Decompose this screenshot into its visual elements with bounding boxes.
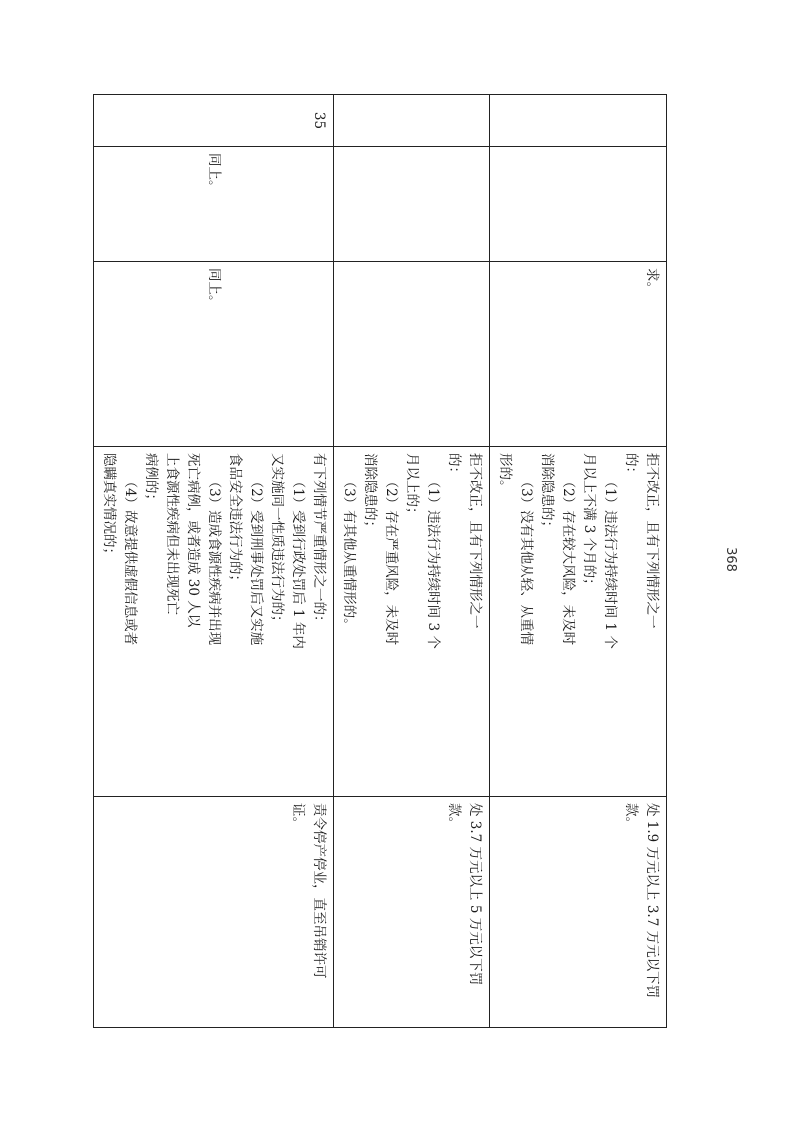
circumstance-line: 又实施同一性质违法行为的；	[269, 453, 285, 629]
penalty-line: 证。	[290, 803, 306, 830]
penalty-line: 款。	[446, 803, 462, 830]
circumstance-line: （2）受到刑事处罚后又实施	[248, 474, 264, 646]
table-row	[490, 95, 667, 1028]
penalty-line: 处 1.9 万元以上 3.7 万元以下罚	[644, 803, 660, 999]
circumstance-line: 的：	[623, 453, 639, 480]
penalty-line: 处 3.7 万元以上 5 万元以下罚	[467, 803, 483, 986]
table-row	[334, 95, 490, 1028]
circumstance-line: （3）造成食源性疾病并出现	[206, 474, 222, 646]
row-number-cell: 35	[94, 95, 334, 147]
circumstance-line: 拒不改正，且有下列情形之一	[467, 453, 483, 629]
law-cell	[94, 262, 334, 447]
circumstance-line: 有下列情节严重情形之一的：	[311, 453, 327, 629]
row-number-cell	[490, 95, 667, 147]
behavior-text: 同上。	[206, 153, 222, 194]
penalty-cell	[490, 797, 667, 1028]
penalty-line: 款。	[623, 803, 639, 830]
page-number: 368	[722, 547, 738, 572]
circumstance-cell	[334, 447, 490, 797]
circumstance-cell	[94, 447, 334, 797]
law-text: 求。	[644, 268, 660, 295]
circumstance-line: 形的。	[497, 453, 513, 494]
circumstance-line: （1）受到行政处罚后 1 年内	[290, 474, 306, 649]
penalty-cell	[334, 797, 490, 1028]
circumstance-line: （4）故意提供虚假信息或者	[122, 474, 138, 646]
penalty-line: 责令停产停业，直至吊销许可	[311, 803, 327, 979]
circumstance-line: 病例的；	[143, 453, 159, 507]
circumstance-line: 消除隐患的；	[539, 453, 555, 534]
circumstance-line: 拒不改正，且有下列情形之一	[644, 453, 660, 629]
circumstance-line: 消除隐患的；	[362, 453, 378, 534]
rotated-page-content	[101, 94, 667, 1027]
circumstance-line: 月以上的；	[404, 453, 420, 521]
circumstance-line: （2）存在严重风险，未及时	[383, 474, 399, 646]
row-number-cell	[334, 95, 490, 147]
penalty-cell	[94, 797, 334, 1028]
circumstance-line: （1）违法行为持续时间 3 个	[425, 474, 441, 649]
circumstance-line: 隐瞒真实情况的；	[101, 453, 117, 561]
circumstance-line: （3）没有其他从轻、从重情	[518, 474, 534, 646]
circumstance-line: 的：	[446, 453, 462, 480]
circumstance-line: 食品安全违法行为的；	[227, 453, 243, 588]
circumstance-cell	[490, 447, 667, 797]
penalty-table	[93, 94, 667, 1028]
behavior-cell	[490, 147, 667, 262]
behavior-cell	[334, 147, 490, 262]
circumstance-line: （3）有其他从重情形的。	[341, 474, 357, 632]
circumstance-line: （2）存在较大风险，未及时	[560, 474, 576, 646]
law-cell	[334, 262, 490, 447]
circumstance-line: 死亡病例，或者造成 30 人以	[185, 453, 201, 628]
law-cell	[490, 262, 667, 447]
circumstance-line: 上食源性疾病但未出现死亡	[164, 453, 180, 615]
circumstance-line: （1）违法行为持续时间 1 个	[602, 474, 618, 649]
law-text: 同上。	[206, 268, 222, 309]
behavior-cell	[94, 147, 334, 262]
circumstance-line: 月以上不满 3 个月的；	[581, 453, 597, 592]
table-row	[94, 95, 334, 1028]
